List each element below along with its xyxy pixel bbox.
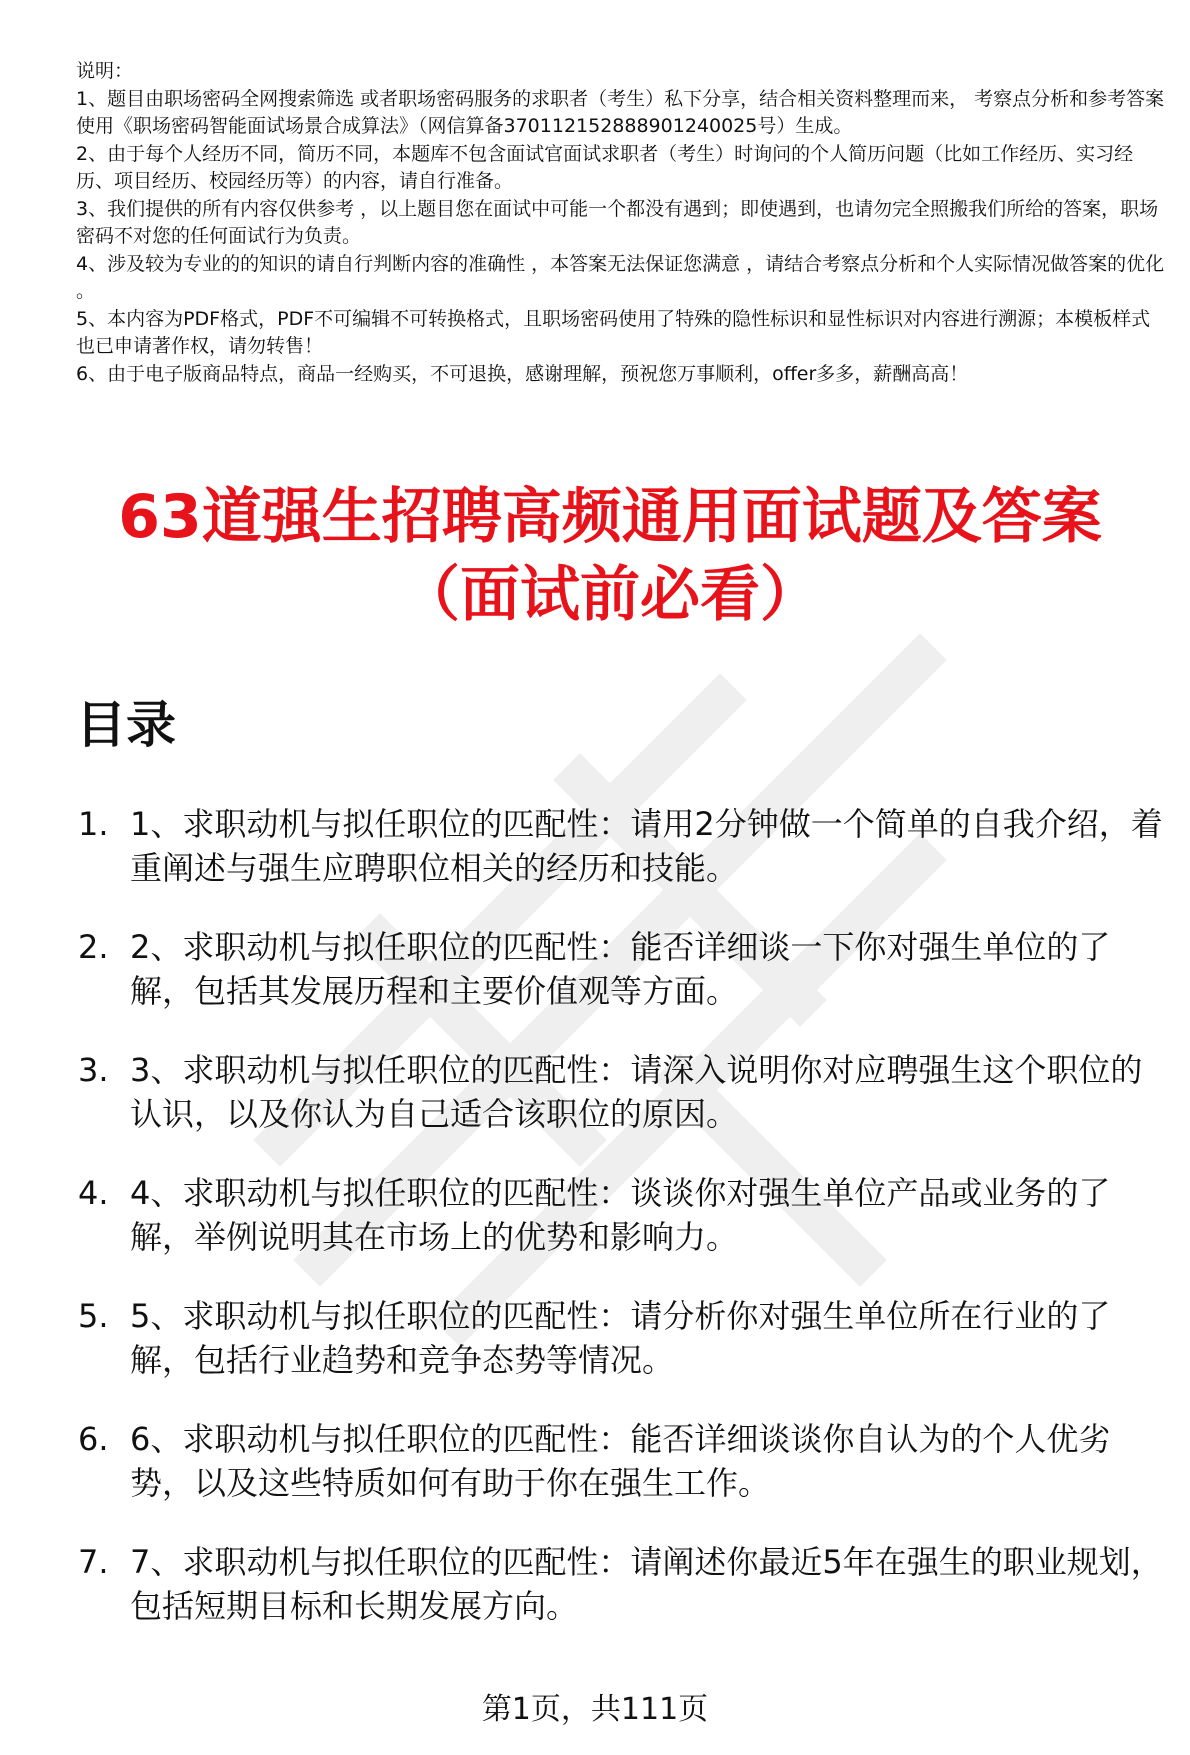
toc-item-number: 3.	[78, 1051, 109, 1089]
toc-item[interactable]	[78, 1294, 1168, 1382]
toc-item-text: 6、求职动机与拟任职位的匹配性：能否详细谈谈你自认为的个人优劣势，以及这些特质如何有助于你在强生工作。	[130, 1420, 1111, 1502]
toc-item-number: 6.	[78, 1420, 109, 1458]
toc-item[interactable]	[78, 925, 1168, 1013]
page-number: 第1页，共111页	[481, 1692, 709, 1727]
toc-item-number: 4.	[78, 1174, 109, 1212]
toc-list	[78, 802, 1168, 1663]
toc-item[interactable]	[78, 1417, 1168, 1505]
note-item: 6、由于电子版商品特点，商品一经购买，不可退换，感谢理解，预祝您万事顺利，offer多多，薪酬高高！	[76, 362, 969, 385]
toc-item-number: 5.	[78, 1297, 109, 1335]
toc-item-text: 2、求职动机与拟任职位的匹配性：能否详细谈一下你对强生单位的了解，包括其发展历程和主要价值观等方面。	[130, 928, 1111, 1010]
toc-item[interactable]	[78, 1171, 1168, 1259]
toc-item-text: 5、求职动机与拟任职位的匹配性：请分析你对强生单位所在行业的了解，包括行业趋势和竞争态势等情况。	[130, 1297, 1111, 1379]
toc-item-number: 1.	[78, 805, 109, 843]
toc-item-number: 2.	[78, 928, 109, 966]
notes-heading: 说明：	[76, 60, 134, 82]
note-item: 5、本内容为PDF格式，PDF不可编辑不可转换格式，且职场密码使用了特殊的隐性标识和显性标识对内容进行溯源；本模板样式也已申请著作权，请勿转售！	[76, 307, 1151, 357]
toc-item[interactable]	[78, 1048, 1168, 1136]
toc-item[interactable]	[78, 802, 1168, 890]
document-title: 63道强生招聘高频通用面试题及答案（面试前必看）	[118, 482, 1102, 630]
note-item: 3、我们提供的所有内容仅供参考 ，以上题目您在面试中可能一个都没有遇到；即使遇到，也请勿完全照搬我们所给的答案，职场密码不对您的任何面试行为负责。	[76, 197, 1159, 247]
toc-item-number: 7.	[78, 1543, 109, 1581]
toc-item-text: 3、求职动机与拟任职位的匹配性：请深入说明你对应聘强生这个职位的认识，以及你认为自己适合该职位的原因。	[130, 1051, 1143, 1133]
note-item: 2、由于每个人经历不同，简历不同，本题库不包含面试官面试求职者（考生）时询问的个人简历问题（比如工作经历、实习经历、项目经历、校园经历等）的内容，请自行准备。	[76, 142, 1134, 192]
disclaimer-notes	[76, 58, 1166, 388]
toc-item-text: 7、求职动机与拟任职位的匹配性：请阐述你最近5年在强生的职业规划，包括短期目标和长期发展方向。	[130, 1543, 1163, 1625]
note-item: 1、题目由职场密码全网搜索筛选 或者职场密码服务的求职者（考生）私下分享，结合相关资料整理而来， 考察点分析和参考答案使用《职场密码智能面试场景合成算法》（网信算备370112152888901240025号）生成。	[76, 87, 1165, 137]
toc-item-text: 4、求职动机与拟任职位的匹配性：谈谈你对强生单位产品或业务的了解，举例说明其在市场上的优势和影响力。	[130, 1174, 1111, 1256]
toc-item[interactable]	[78, 1540, 1168, 1628]
toc-item-text: 1、求职动机与拟任职位的匹配性：请用2分钟做一个简单的自我介绍，着重阐述与强生应聘职位相关的经历和技能。	[130, 805, 1163, 887]
toc-heading: 目录	[76, 696, 176, 754]
note-item: 4、涉及较为专业的的知识的请自行判断内容的准确性 ，本答案无法保证您满意 ，请结合考察点分析和个人实际情况做答案的优化 。	[76, 252, 1165, 302]
